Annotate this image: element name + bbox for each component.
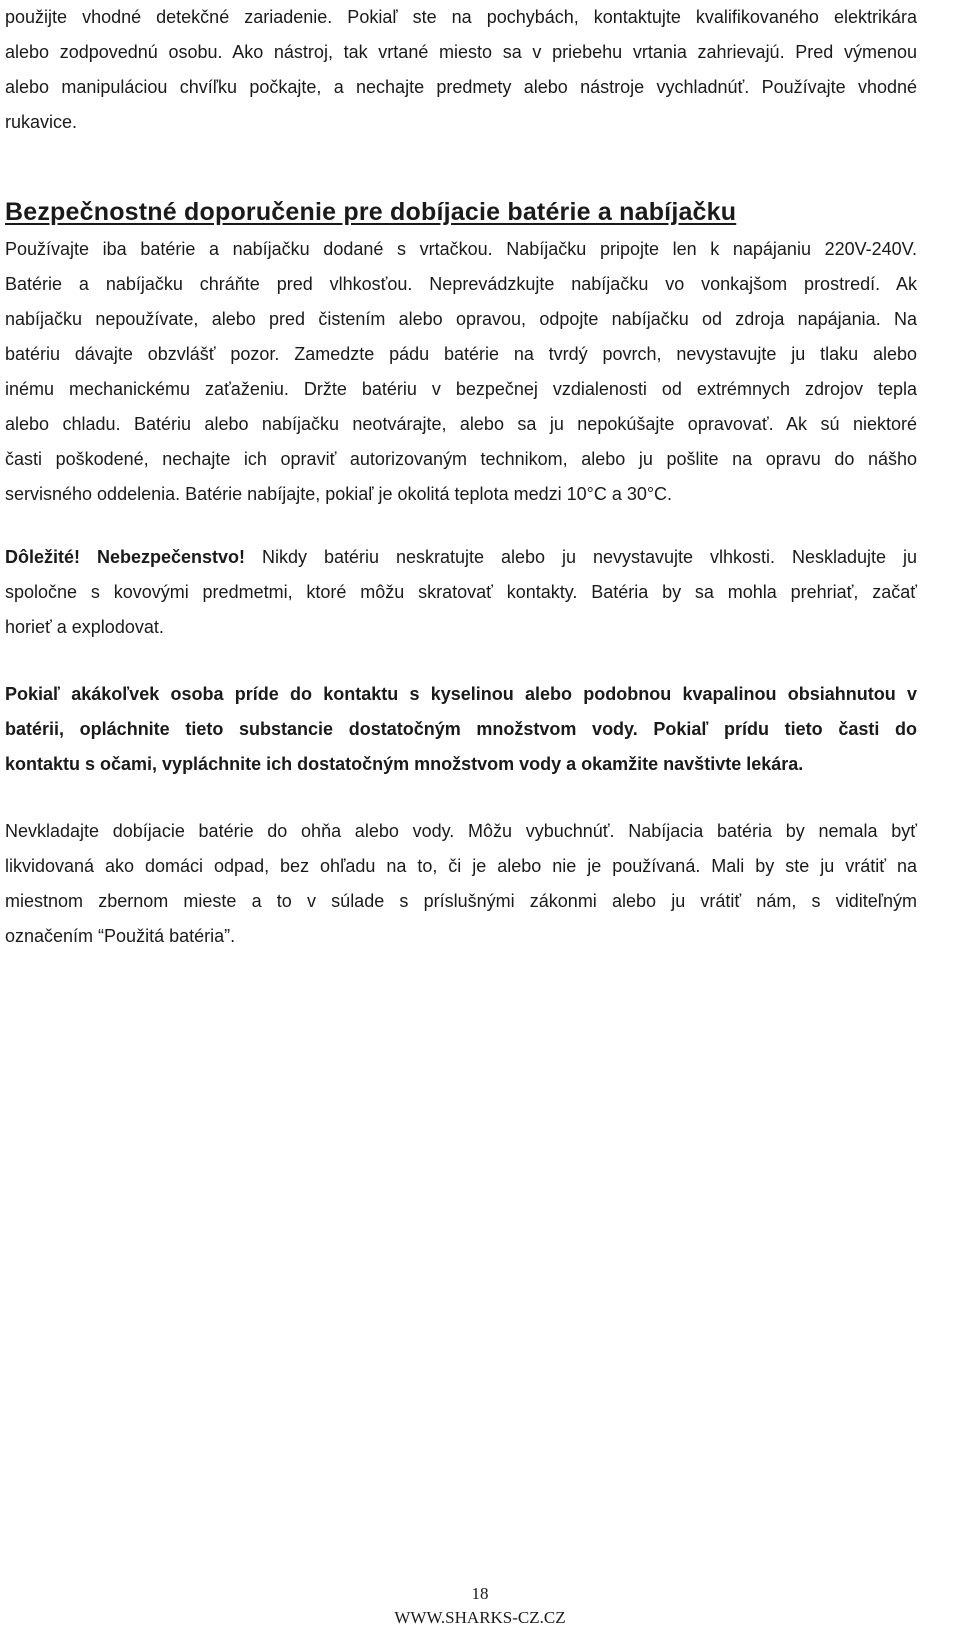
- text-line: horieť a explodovat.: [5, 617, 164, 637]
- danger-text: Nikdy batériu neskratujte alebo ju nevystavujte vlhkosti. Neskladujte ju: [245, 547, 917, 567]
- text-line: alebo zodpovednú osobu. Ako nástroj, tak vrtané miesto sa v priebehu vrtania zahrievajú. Pred výmenou: [5, 42, 917, 62]
- text-line: rukavice.: [5, 112, 78, 132]
- text-line: alebo chladu. Batériu alebo nabíjačku neotvárajte, alebo sa ju nepokúšajte opravovať. Ak sú niektoré: [5, 414, 917, 434]
- page-number: 18: [471, 1584, 489, 1603]
- text-line: kontaktu s očami, vypláchnite ich dostatočným množstvom vody a okamžite navštivte lekára.: [5, 754, 804, 774]
- text-line: servisného oddelenia. Batérie nabíjajte, pokiaľ je okolitá teplota medzi 10°C a 30°C.: [5, 484, 673, 504]
- text-line: Používajte iba batérie a nabíjačku dodané s vrtačkou. Nabíjačku pripojte len k napájaniu 220V-240V.: [5, 239, 917, 259]
- disposal-paragraph: [5, 814, 917, 954]
- text-line: likvidovaná ako domáci odpad, bez ohľadu na to, či je alebo nie je používaná. Mali by ste ju vrátiť na: [5, 856, 917, 876]
- text-line: Nevkladajte dobíjacie batérie do ohňa alebo vody. Môžu vybuchnúť. Nabíjacia batéria by nemala byť: [5, 821, 917, 841]
- acid-contact-paragraph: [5, 677, 917, 782]
- text-line: spoločne s kovovými predmetmi, ktoré môžu skratovať kontakty. Batéria by sa mohla prehriať, začať: [5, 582, 917, 602]
- website-footer: WWW.SHARKS-CZ.CZ: [394, 1608, 566, 1627]
- text-line: časti poškodené, nechajte ich opraviť autorizovaným technikom, alebo ju pošlite na opravu do nášho: [5, 449, 917, 469]
- text-line: Pokiaľ akákoľvek osoba príde do kontaktu s kyselinou alebo podobnou kvapalinou obsiahnutou v: [5, 684, 917, 704]
- danger-label: Dôležité! Nebezpečenstvo!: [5, 547, 246, 567]
- text-line: alebo manipuláciou chvíľku počkajte, a nechajte predmety alebo nástroje vychladnúť. Používajte vhodné: [5, 77, 917, 97]
- text-line: batériu dávajte obzvlášť pozor. Zamedzte pádu batérie na tvrdý povrch, nevystavujte ju tlaku alebo: [5, 344, 917, 364]
- text-line: miestnom zbernom mieste a to v súlade s príslušnými zákonmi alebo ju vrátiť nám, s viditeľným: [5, 891, 917, 911]
- text-line: nabíjačku nepoužívate, alebo pred čistením alebo opravou, odpojte nabíjačku od zdroja napájania. Na: [5, 309, 917, 329]
- text-line: použijte vhodné detekčné zariadenie. Pokiaľ ste na pochybách, kontaktujte kvalifikovaného elektrikára: [5, 7, 917, 27]
- intro-paragraph: [5, 0, 917, 140]
- battery-charger-paragraph: [5, 232, 917, 512]
- text-line: označením “Použitá batéria”.: [5, 926, 236, 946]
- text-line: inému mechanickému zaťaženiu. Držte batériu v bezpečnej vzdialenosti od extrémnych zdrojov tepla: [5, 379, 917, 399]
- text-line: batérii, opláchnite tieto substancie dostatočným množstvom vody. Pokiaľ prídu tieto časti do: [5, 719, 917, 739]
- section-heading: Bezpečnostné doporučenie pre dobíjacie batérie a nabíjačku: [5, 198, 737, 226]
- text-line: [5, 540, 917, 575]
- text-line: Batérie a nabíjačku chráňte pred vlhkosťou. Neprevádzkujte nabíjačku vo vonkajšom prostredí. Ak: [5, 274, 917, 294]
- danger-paragraph: [5, 540, 917, 645]
